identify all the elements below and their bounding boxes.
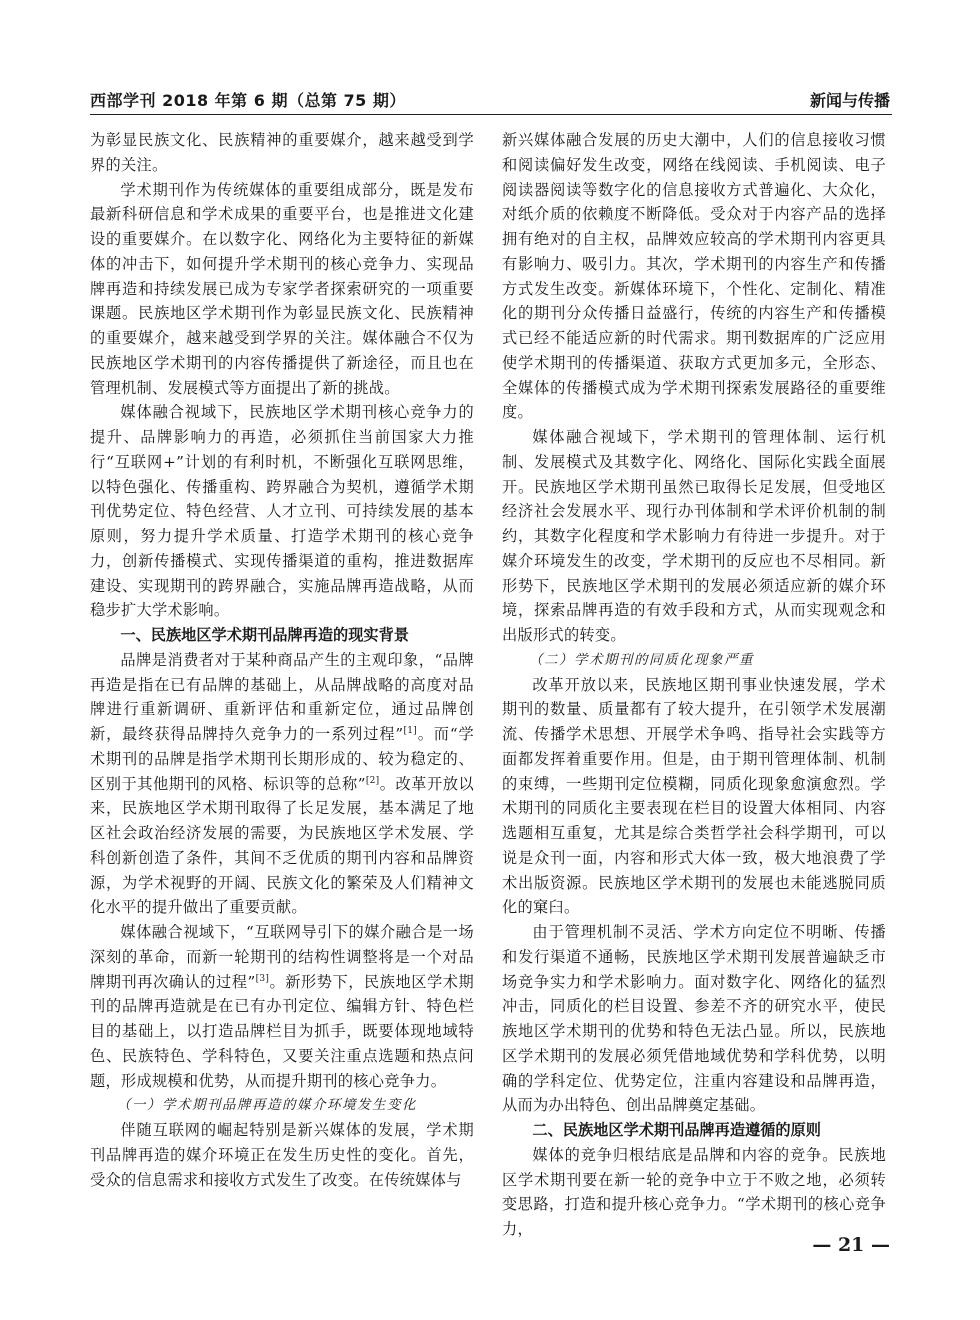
paragraph: 媒体的竞争归根结底是品牌和内容的竞争。民族地区学术期刊要在新一轮的竞争中立于不败之地，必须转变思路，打造和提升核心竞争力。“学术期刊的核心竞争力， xyxy=(502,1145,886,1238)
paragraph: 伴随互联网的崛起特别是新兴媒体的发展，学术期刊品牌再造的媒介环境正在发生历史性的变化。首先，受众的信息需求和接收方式发生了改变。在传统媒体与 xyxy=(90,1121,474,1189)
text-run: 。改革开放以来，民族地区学术期刊取得了长足发展，基本满足了地区社会政治经济发展的需要，为民族地区学术发展、学科创新创造了条件，其间不乏优质的期刊内容和品牌资源，为学术视野的开阔、民族文化的繁荣及人们精神文化水平的提升做出了重要贡献。 xyxy=(90,774,474,917)
citation-ref: [1] xyxy=(403,725,418,736)
paragraph xyxy=(90,920,474,1093)
text-run: 媒体融合视域下，“互联网导引下的媒介融合是一场深刻的革命，而新一轮期刊的结构性调整将是一个对品牌期刊再次确认的过程” xyxy=(90,923,474,991)
paragraph: 学术期刊作为传统媒体的重要组成部分，既是发布最新科研信息和学术成果的重要平台，也是推进文化建设的重要媒介。在以数字化、网络化为主要特征的新媒体的冲击下，如何提升学术期刊的核心竞争力、实现品牌再造和持续发展已成为专家学者探索研究的一项重要课题。民族地区学术期刊作为彰显民族文化、民族精神的重要媒介，越来越受到学界的关注。媒体融合不仅为民族地区学术期刊的内容传播提供了新途径，而且也在管理机制、发展模式等方面提出了新的挑战。 xyxy=(90,180,474,397)
text-run: 。而“学术期刊的品牌是指学术期刊长期形成的、较为稳定的、区别于其他期刊的风格、标识等的总称” xyxy=(90,725,474,793)
citation-ref: [3] xyxy=(255,973,270,984)
subsection-heading: （一）学术期刊品牌再造的媒介环境发生变化 xyxy=(117,1097,417,1114)
paragraph: 为彰显民族文化、民族精神的重要媒介，越来越受到学界的关注。 xyxy=(90,131,474,174)
section-heading: 一、民族地区学术期刊品牌再造的现实背景 xyxy=(120,626,409,644)
running-header xyxy=(90,86,890,112)
section-name: 新闻与传播 xyxy=(809,91,890,110)
subsection-heading: （二）学术期刊的同质化现象严重 xyxy=(529,651,754,668)
section-heading: 二、民族地区学术期刊品牌再造遵循的原则 xyxy=(532,1121,821,1139)
header-rule xyxy=(90,114,892,115)
paragraph: 由于管理机制不灵活、学术方向定位不明晰、传播和发行渠道不通畅，民族地区学术期刊发展普遍缺乏市场竞争实力和学术影响力。面对数字化、网络化的猛烈冲击，同质化的栏目设置、参差不齐的研究水平，使民族地区学术期刊的优势和特色无法凸显。所以，民族地区学术期刊的发展必须凭借地域优势和学科优势，以明确的学科定位、优势定位，注重内容建设和品牌再造，从而为办出特色、创出品牌奠定基础。 xyxy=(502,923,886,1115)
paragraph: 媒体融合视域下，学术期刊的管理体制、运行机制、发展模式及其数字化、网络化、国际化实践全面展开。民族地区学术期刊虽然已取得长足发展，但受地区经济社会发展水平、现行办刊体制和学术评价机制的制约，其数字化程度和学术影响力有待进一步提升。对于媒介环境发生的改变，学术期刊的反应也不尽相同。新形势下，民族地区学术期刊的发展必须适应新的媒介环境，探索品牌再造的有效手段和方式，从而实现观念和出版形式的转变。 xyxy=(502,428,886,644)
paragraph: 媒体融合视域下，民族地区学术期刊核心竞争力的提升、品牌影响力的再造，必须抓住当前国家大力推行“互联网+”计划的有利时机，不断强化互联网思维，以特色强化、传播重构、跨界融合为契机，遵循学术期刊优势定位、特色经营、人才立刊、可持续发展的基本原则，努力提升学术质量、打造学术期刊的核心竞争力，创新传播模式、实现传播渠道的重构，推进数据库建设、实现期刊的跨界融合，实施品牌再造战略，从而稳步扩大学术影响。 xyxy=(90,403,474,620)
text-run: 。新形势下，民族地区学术期刊的品牌再造就是在已有办刊定位、编辑方针、特色栏目的基础上，以打造品牌栏目为抓手，既要体现地域特色、民族特色、学科特色，又要关注重点选题和热点问题，形成规模和优势，从而提升期刊的核心竞争力。 xyxy=(90,972,474,1090)
citation-ref: [2] xyxy=(365,775,380,786)
text-run: 品牌是消费者对于某种商品产生的主观印象，“品牌再造是指在已有品牌的基础上，从品牌战略的高度对品牌进行重新调研、重新评估和重新定位，通过品牌创新，最终获得品牌持久竞争力的一系列过程” xyxy=(90,650,474,743)
paragraph: 改革开放以来，民族地区期刊事业快速发展，学术期刊的数量、质量都有了较大提升，在引领学术发展潮流、传播学术思想、开展学术争鸣、指导社会实践等方面都发挥着重要作用。但是，由于期刊管理体制、机制的束缚，一些期刊定位模糊，同质化现象愈演愈烈。学术期刊的同质化主要表现在栏目的设置大体相同、内容选题相互重复，尤其是综合类哲学社会科学期刊，可以说是众刊一面，内容和形式大体一致，极大地浪费了学术出版资源。民族地区学术期刊的发展也未能逃脱同质化的窠臼。 xyxy=(502,675,886,917)
journal-title: 西部学刊 2018 年第 6 期（总第 75 期） xyxy=(90,91,406,110)
paragraph xyxy=(90,648,474,920)
paragraph: 新兴媒体融合发展的历史大潮中，人们的信息接收习惯和阅读偏好发生改变，网络在线阅读、手机阅读、电子阅读器阅读等数字化的信息接收方式普遍化、大众化，对纸介质的依赖度不断降低。受众对于内容产品的选择拥有绝对的自主权，品牌效应较高的学术期刊内容更具有影响力、吸引力。其次，学术期刊的内容生产和传播方式发生改变。新媒体环境下，个性化、定制化、精准化的期刊分众传播日益盛行，传统的内容生产和传播模式已经不能适应新的时代需求。期刊数据库的广泛应用使学术期刊的传播渠道、获取方式更加多元，全形态、全媒体的传播模式成为学术期刊探索发展路径的重要维度。 xyxy=(502,131,886,422)
right-column xyxy=(502,128,886,1242)
page-number: — 21 — xyxy=(812,1234,890,1256)
left-column xyxy=(90,128,474,1192)
